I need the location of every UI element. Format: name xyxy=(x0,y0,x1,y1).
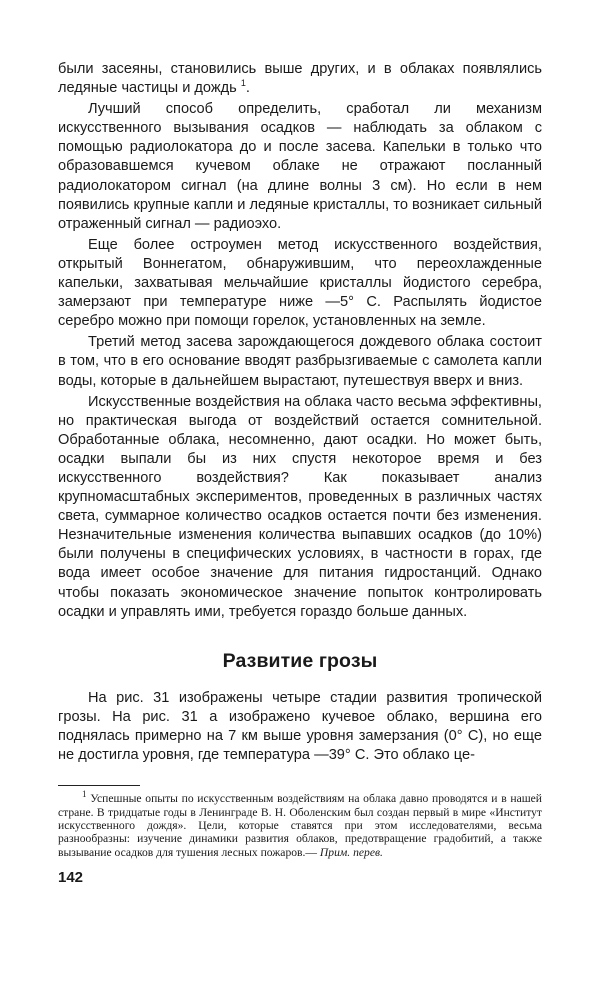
section-heading: Развитие грозы xyxy=(222,649,378,672)
paragraph-2: Лучший способ определить, сработал ли механизм искусственного вызывания осадков — наблюдать за облаком с помощью радиолокатора до и после засева. Капельки в только что образовавшемся кучевом облаке не отражают посланный радиолокатором сигнал (на длине волны 3 см). Но если в нем появились крупные капли и ледяные кристаллы, то возникает сильный отраженный сигнал — радиоэхо. xyxy=(58,101,542,232)
paragraph-3: Еще более остроумен метод искусственного воздействия, открытый Воннегатом, обнаружившим, что переохлажденные капельки, захватывая мельчайшие кристаллы йодистого серебра, замерзают при температуре ниже —5° С. Распылять йодистое серебро можно при помощи горелок, установленных на земле. xyxy=(58,236,542,330)
paragraph-4: Третий метод засева зарождающегося дождевого облака состоит в том, что в его основание вводят разбрызгиваемые с самолета капли воды, которые в дальнейшем вырастают, путешествуя вверх и вниз. xyxy=(58,334,542,389)
section-paragraph: На рис. 31 изображены четыре стадии развития тропической грозы. На рис. 31 а изображено кучевое облако, вершина его поднялась примерно на 7 км выше уровня замерзания (0° С), но еще не достигла уровня, где температура —39° С. Это облако це- xyxy=(58,689,542,763)
page xyxy=(58,60,542,886)
footnote xyxy=(58,789,542,859)
footnote-marker: 1 xyxy=(82,789,87,800)
footnote-reference[interactable]: 1 xyxy=(240,78,246,89)
paragraph-1: были засеяны, становились выше других, и в облаках появлялись ледяные частицы и дождь $^1$. xyxy=(58,61,542,97)
footnote-divider xyxy=(58,785,140,786)
footnote-text: Успешные опыты по искусственным воздействиям на облака давно проводятся и в нашей стране. В тридцатые годы в Ленинграде В. Н. Оболенским был создан первый в мире «Институт искусственного дождя». Цели, которые ставятся при этом исследователями, весьма разнообразны: изучение динамики развития облаков, предотвращение градобитий, а также вызывание осадков для тушения лесных пожаров.— xyxy=(58,792,542,859)
footnote-attribution: Прим. перев. xyxy=(319,845,383,859)
paragraph-5: Искусственные воздействия на облака часто весьма эффективны, но практическая выгода от воздействий остается сомнительной. Обработанные облака, несомненно, дают осадки. Но может быть, осадки выпали бы из них спустя некоторое время и без искусственного воздействия? Как показывает анализ крупномасштабных экспериментов, проведенных в различных частях света, суммарное количество осадков остается почти без изменения. Незначительные изменения количества выпавших осадков (до 10%) были получены в специфических условиях, в частности в горах, где вода имеет особое значение для питания гидростанций. Однако чтобы показать экономическое значение попыток контролировать осадки и управлять ими, требуется гораздо больше данных. xyxy=(58,393,542,620)
page-number: 142 xyxy=(58,869,84,887)
